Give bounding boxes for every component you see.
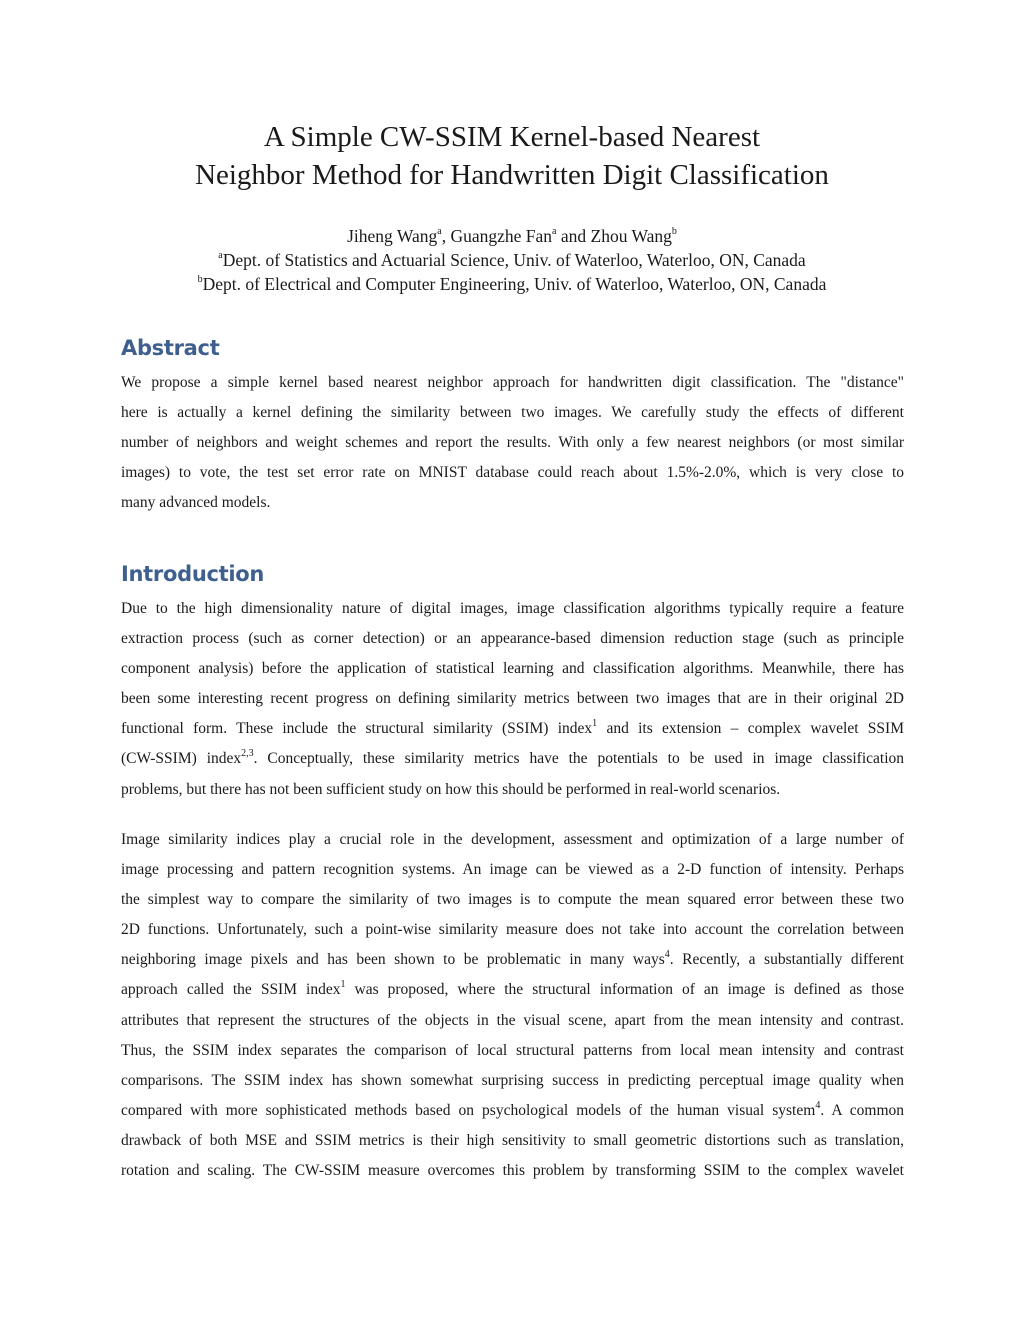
text-line: here is actually a kernel defining the similarity between two images. We carefully study the effects of different [121,404,904,422]
affiliation-b [0,272,1024,296]
text-line: the simplest way to compare the similarity of two images is to compute the mean squared error between these two [121,891,904,909]
text-line [121,714,904,744]
text-run: . Conceptually, these similarity metrics have the potentials to be used in image classification [253,750,905,768]
text-line [121,975,904,1005]
title-line-2: Neighbor Method for Handwritten Digit Classification [195,159,829,191]
affiliation-marker: a [552,226,557,238]
author-separator: and [556,226,591,246]
text-run: (CW-SSIM) index [121,750,242,768]
text-run: functional form. These include the structural similarity (SSIM) index [121,720,593,738]
text-line [121,945,904,975]
author-block [0,224,1024,296]
text-line: Due to the high dimensionality nature of digital images, image classification algorithms typically require a feature [121,600,904,617]
text-run: . A common [820,1101,905,1119]
author-name: Jiheng Wang [347,226,438,246]
abstract-heading: Abstract [121,336,220,360]
author-list [0,224,1024,248]
text-line: component analysis) before the application of statistical learning and classification algorithms. Meanwhile, there has [121,660,904,678]
text-line: problems, but there has not been sufficient study on how this should be performed in real-world scenarios. [121,780,781,798]
text-line: attributes that represent the structures of the objects in the visual scene, apart from the mean intensity and contrast. [121,1011,904,1029]
affiliation-marker: b [197,274,203,286]
text-line: We propose a simple kernel based nearest neighbor approach for handwritten digit classification. The "distance" [121,374,904,391]
abstract-paragraph [121,368,904,518]
author-name: Guangzhe Fan [450,226,553,246]
text-line: number of neighbors and weight schemes and report the results. With only a few nearest neighbors (or most similar [121,434,904,452]
introduction-heading: Introduction [121,562,265,586]
text-run: approach called the SSIM index [121,981,341,999]
author-separator: , [441,226,451,246]
title-line-1: A Simple CW-SSIM Kernel-based Nearest [263,121,761,153]
introduction-paragraph-2 [121,825,904,1186]
text-line: image processing and pattern recognition systems. An image can be viewed as a 2-D function of intensity. Perhaps [121,861,904,879]
text-run: . Recently, a substantially different [669,951,904,969]
text-run: neighboring image pixels and has been shown to be problematic in many ways [121,951,665,969]
text-line [121,744,904,774]
affiliation-text: Dept. of Electrical and Computer Engineering, Univ. of Waterloo, Waterloo, ON, Canada [202,274,827,294]
introduction-paragraph-1 [121,594,904,805]
text-run: compared with more sophisticated methods based on psychological models of the human visual system [121,1101,816,1119]
text-run: was proposed, where the structural information of an image is defined as those [345,981,904,999]
citation-marker: 4 [664,949,670,961]
citation-marker: 1 [340,979,346,991]
affiliation-marker: b [671,226,677,238]
text-line: Thus, the SSIM index separates the comparison of local structural patterns from local mean intensity and contrast [121,1041,904,1059]
affiliation-marker: a [218,250,223,262]
text-line: extraction process (such as corner detection) or an appearance-based dimension reduction stage (such as principle [121,630,904,648]
text-line: rotation and scaling. The CW-SSIM measure overcomes this problem by transforming SSIM to the complex wavelet [121,1162,904,1180]
affiliation-marker: a [437,226,442,238]
citation-marker: 1 [592,718,598,730]
text-line: drawback of both MSE and SSIM metrics is their high sensitivity to small geometric distortions such as translation, [121,1131,904,1149]
paper-title [0,118,1024,194]
affiliation-text: Dept. of Statistics and Actuarial Science, Univ. of Waterloo, Waterloo, ON, Canada [222,250,806,270]
citation-marker: 4 [815,1099,821,1111]
text-line: been some interesting recent progress on defining similarity metrics between two images that are in their original 2D [121,690,904,708]
text-line: Image similarity indices play a crucial role in the development, assessment and optimization of a large number of [121,831,904,848]
affiliation-a [0,248,1024,272]
text-line: images) to vote, the test set error rate on MNIST database could reach about 1.5%-2.0%, which is very close to [121,464,904,482]
text-line: 2D functions. Unfortunately, such a point-wise similarity measure does not take into account the correlation between [121,921,904,939]
text-line: many advanced models. [121,494,271,512]
text-line [121,1096,904,1126]
author-name: Zhou Wang [590,226,672,246]
text-line: comparisons. The SSIM index has shown somewhat surprising success in predicting perceptual image quality when [121,1071,904,1089]
text-run: and its extension – complex wavelet SSIM [597,720,904,738]
citation-marker: 2,3 [241,748,254,760]
